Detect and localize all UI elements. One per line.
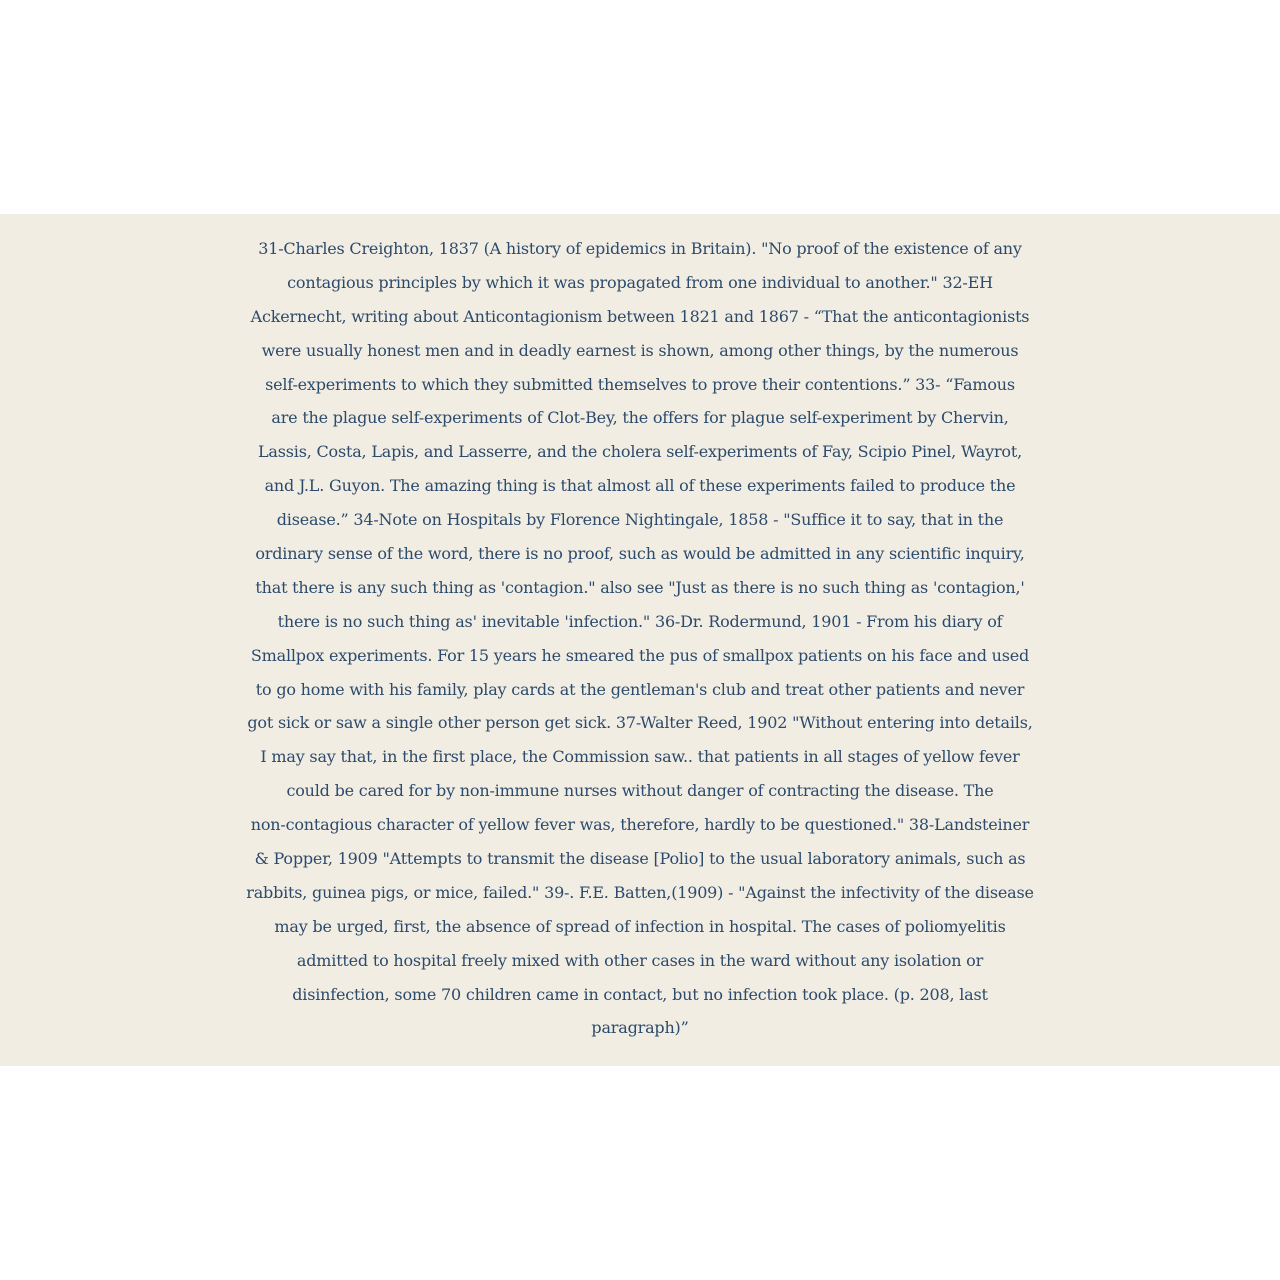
text-line: ordinary sense of the word, there is no proof, such as would be admitted in any scientific inquiry, <box>255 544 1025 564</box>
text-line: contagious principles by which it was propagated from one individual to another." 32-EH <box>287 272 993 292</box>
text-line: self-experiments to which they submitted themselves to prove their contentions.” 33- “Famous <box>265 374 1015 394</box>
text-line: and J.L. Guyon. The amazing thing is that almost all of these experiments failed to produce the <box>264 476 1016 496</box>
text-line: there is no such thing as' inevitable 'infection." 36-Dr. Rodermund, 1901 - From his diary of <box>277 611 1003 631</box>
text-line: Smallpox experiments. For 15 years he smeared the pus of smallpox patients on his face and used <box>250 645 1030 665</box>
text-line: 31-Charles Creighton, 1837 (A history of epidemics in Britain). "No proof of the existence of any <box>258 239 1022 258</box>
text-line: that there is any such thing as 'contagion." also see "Just as there is no such thing as 'contagion,' <box>255 577 1025 597</box>
quote-text-block <box>0 232 1280 1045</box>
text-line: non-contagious character of yellow fever was, therefore, hardly to be questioned." 38-Landsteiner <box>250 815 1030 835</box>
text-line: admitted to hospital freely mixed with other cases in the ward without any isolation or <box>296 950 984 970</box>
text-line: are the plague self-experiments of Clot-Bey, the offers for plague self-experiment by Chervin, <box>271 408 1009 428</box>
text-line: disease.” 34-Note on Hospitals by Florence Nightingale, 1858 - "Suffice it to say, that in the <box>276 510 1004 530</box>
text-line: to go home with his family, play cards at the gentleman's club and treat other patients and never <box>255 679 1025 699</box>
text-line: rabbits, guinea pigs, or mice, failed." 39-. F.E. Batten,(1909) - "Against the infectivity of the disease <box>246 882 1034 902</box>
text-line: & Popper, 1909 "Attempts to transmit the disease [Polio] to the usual laboratory animals, such as <box>254 849 1026 869</box>
text-line: could be cared for by non-immune nurses without danger of contracting the disease. The <box>286 781 994 801</box>
text-line: may be urged, first, the absence of spread of infection in hospital. The cases of poliomyelitis <box>274 916 1006 936</box>
text-line: were usually honest men and in deadly earnest is shown, among other things, by the numerous <box>261 340 1019 360</box>
text-line: got sick or saw a single other person get sick. 37-Walter Reed, 1902 "Without entering into details, <box>247 713 1033 733</box>
text-line: paragraph)” <box>591 1018 689 1038</box>
text-line: disinfection, some 70 children came in contact, but no infection took place. (p. 208, last <box>292 984 988 1004</box>
text-line: I may say that, in the first place, the Commission saw.. that patients in all stages of yellow fever <box>260 747 1020 767</box>
text-line: Ackernecht, writing about Anticontagionism between 1821 and 1867 - “That the anticontagionists <box>250 306 1030 326</box>
text-line: Lassis, Costa, Lapis, and Lasserre, and the cholera self-experiments of Fay, Scipio Pinel, Wayrot, <box>258 442 1022 462</box>
